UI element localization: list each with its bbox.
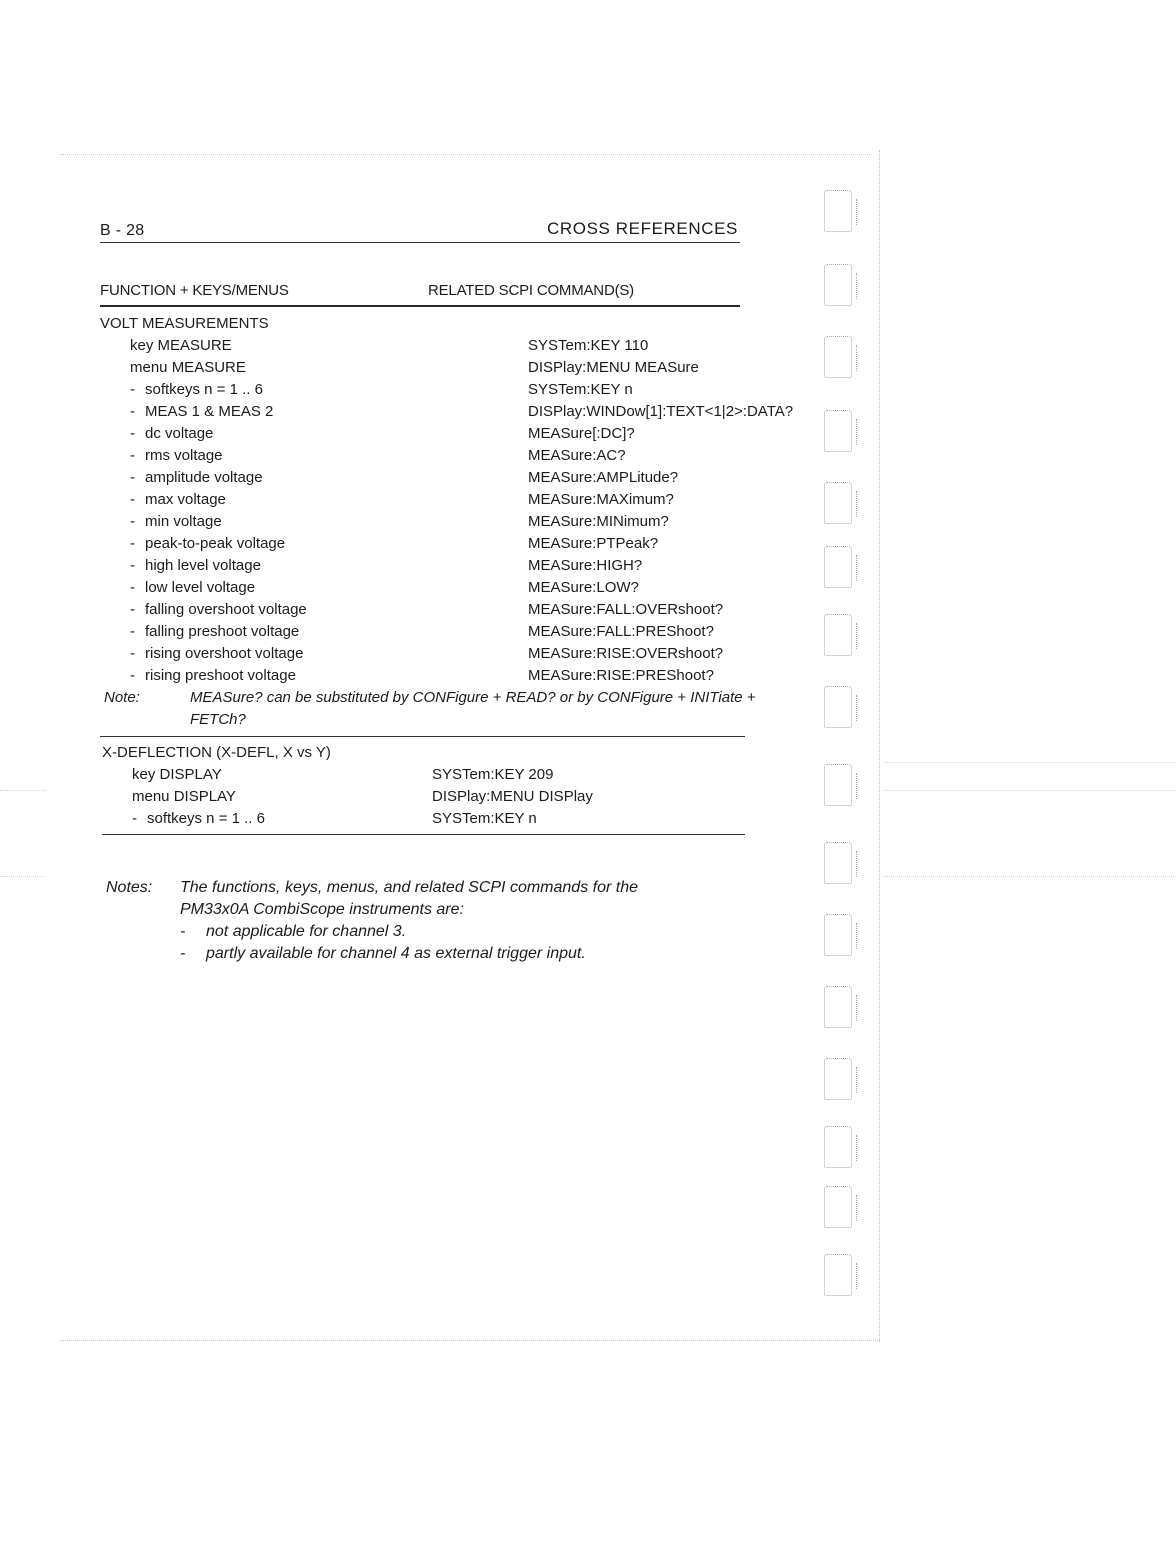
command-cell: MEASure:RISE:PREShoot?	[528, 667, 714, 684]
table-row	[100, 335, 900, 357]
index-tab	[824, 1186, 852, 1228]
notes-bullet-dash: -	[180, 945, 186, 962]
scan-artifact-line	[0, 790, 46, 791]
table-note-label: Note:	[104, 689, 140, 706]
bullet-dash: -	[130, 579, 135, 596]
bullet-dash: -	[132, 810, 137, 827]
table-row	[100, 445, 900, 467]
command-cell: MEASure:MAXimum?	[528, 491, 674, 508]
function-cell: dc voltage	[145, 425, 214, 442]
scan-artifact-line	[884, 790, 1176, 791]
command-cell: MEASure:FALL:OVERshoot?	[528, 601, 724, 618]
command-cell: MEASure:MINimum?	[528, 513, 669, 530]
function-cell: min voltage	[145, 513, 222, 530]
notes-list-item: not applicable for channel 3.	[206, 923, 407, 940]
notes-label: Notes:	[106, 879, 153, 896]
notes-list-item: partly available for channel 4 as external trigger input.	[206, 945, 586, 962]
section-heading: VOLT MEASUREMENTS	[100, 315, 269, 332]
function-cell: rising overshoot voltage	[145, 645, 304, 662]
section-title: CROSS REFERENCES	[547, 219, 738, 238]
bullet-dash: -	[130, 535, 135, 552]
table-note-text: MEASure? can be substituted by CONFigure + READ? or by CONFigure + INITiate +	[190, 689, 756, 706]
command-cell: SYSTem:KEY n	[528, 381, 633, 398]
index-tab	[824, 1254, 852, 1296]
bullet-dash: -	[130, 403, 135, 420]
bullet-dash: -	[130, 491, 135, 508]
function-cell: peak-to-peak voltage	[145, 535, 286, 552]
notes-bullet-dash: -	[180, 923, 186, 940]
table-row	[100, 511, 900, 533]
bullet-dash: -	[130, 447, 135, 464]
bullet-dash: -	[130, 645, 135, 662]
command-cell: DISPlay:MENU MEASure	[528, 359, 699, 376]
page-edge-bottom	[60, 1340, 880, 1341]
table-row	[100, 379, 900, 401]
section-title-row	[102, 742, 902, 764]
section-heading: X-DEFLECTION (X-DEFL, X vs Y)	[102, 744, 331, 761]
command-cell: SYSTem:KEY 209	[432, 766, 554, 783]
notes-text: The functions, keys, menus, and related SCPI commands for the	[180, 879, 638, 896]
table-row	[100, 555, 900, 577]
function-cell: falling preshoot voltage	[145, 623, 300, 640]
bullet-dash: -	[130, 469, 135, 486]
bullet-dash: -	[130, 425, 135, 442]
function-cell: max voltage	[145, 491, 226, 508]
function-cell: menu DISPLAY	[132, 788, 236, 805]
table-bottom-rule	[102, 834, 745, 835]
bullet-dash: -	[130, 513, 135, 530]
table-row	[100, 467, 900, 489]
function-cell: key MEASURE	[130, 337, 232, 354]
command-cell: MEASure:RISE:OVERshoot?	[528, 645, 724, 662]
command-cell: MEASure[:DC]?	[528, 425, 635, 442]
index-tab	[824, 842, 852, 884]
function-cell: high level voltage	[145, 557, 261, 574]
index-tab	[824, 190, 852, 232]
command-cell: MEASure:FALL:PREShoot?	[528, 623, 714, 640]
table-row	[100, 423, 900, 445]
function-cell: softkeys n = 1 .. 6	[145, 381, 263, 398]
column-header-command: RELATED SCPI COMMAND(S)	[428, 282, 634, 299]
page-edge-top	[60, 154, 872, 155]
scan-artifact-line	[884, 762, 1176, 763]
table-note-text-continued: FETCh?	[190, 711, 246, 728]
command-cell: SYSTem:KEY n	[432, 810, 537, 827]
function-cell: softkeys n = 1 .. 6	[147, 810, 265, 827]
bullet-dash: -	[130, 623, 135, 640]
notes-text-continued: PM33x0A CombiScope instruments are:	[180, 901, 464, 918]
command-cell: MEASure:AC?	[528, 447, 626, 464]
bullet-dash: -	[130, 557, 135, 574]
bullet-dash: -	[130, 667, 135, 684]
index-tab	[824, 686, 852, 728]
scan-artifact-line	[0, 876, 44, 877]
function-cell: key DISPLAY	[132, 766, 222, 783]
command-cell: MEASure:AMPLitude?	[528, 469, 679, 486]
function-cell: low level voltage	[145, 579, 256, 596]
table-row	[102, 808, 902, 830]
table-row	[100, 357, 900, 379]
command-cell: DISPlay:MENU DISPlay	[432, 788, 593, 805]
bullet-dash: -	[130, 601, 135, 618]
table-row	[100, 643, 900, 665]
column-header-function: FUNCTION + KEYS/MENUS	[100, 282, 289, 299]
command-cell: MEASure:PTPeak?	[528, 535, 659, 552]
header-rule	[100, 305, 740, 307]
function-cell: amplitude voltage	[145, 469, 263, 486]
index-tab	[824, 986, 852, 1028]
section-divider	[100, 736, 745, 737]
command-cell: MEASure:HIGH?	[528, 557, 643, 574]
scan-artifact-line	[884, 876, 1176, 877]
table-row	[100, 577, 900, 599]
function-cell: menu MEASURE	[130, 359, 246, 376]
table-row	[100, 533, 900, 555]
table-row	[100, 665, 900, 687]
function-cell: rms voltage	[145, 447, 223, 464]
index-tab	[824, 914, 852, 956]
function-cell: MEAS 1 & MEAS 2	[145, 403, 274, 420]
command-cell: SYSTem:KEY 110	[528, 337, 649, 354]
table-row	[102, 764, 902, 786]
command-cell: MEASure:LOW?	[528, 579, 639, 596]
table-row	[100, 621, 900, 643]
table-row	[100, 489, 900, 511]
index-tab	[824, 1126, 852, 1168]
table-row	[102, 786, 902, 808]
table-row	[100, 401, 900, 423]
function-cell: falling overshoot voltage	[145, 601, 307, 618]
section-title-row	[100, 313, 900, 335]
index-tab	[824, 264, 852, 306]
page-number: B - 28	[100, 222, 145, 239]
command-cell: DISPlay:WINDow[1]:TEXT<1|2>:DATA?	[528, 403, 794, 420]
page-header	[100, 218, 740, 243]
index-tab	[824, 1058, 852, 1100]
bullet-dash: -	[130, 381, 135, 398]
table-row	[100, 599, 900, 621]
function-cell: rising preshoot voltage	[145, 667, 296, 684]
